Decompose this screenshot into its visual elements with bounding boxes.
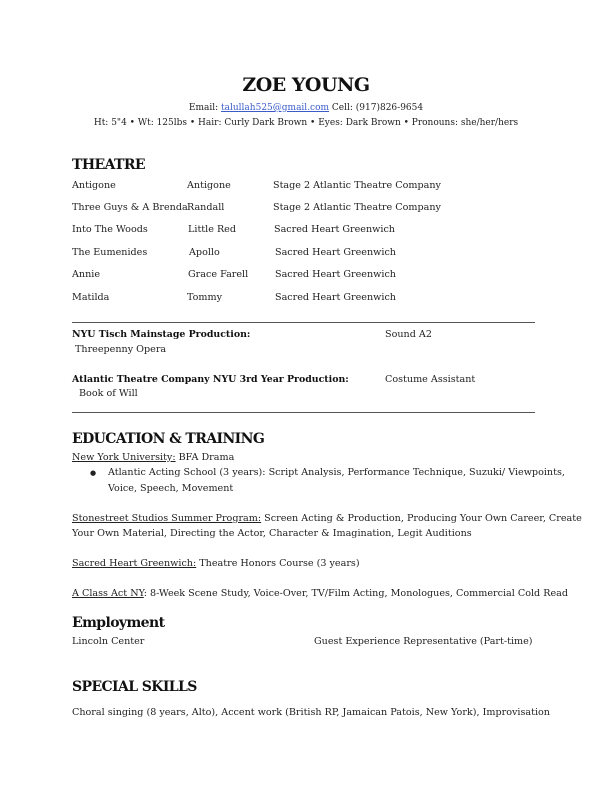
credit-role: Randall bbox=[187, 202, 225, 213]
email-link[interactable]: talullah525@gmail.com bbox=[221, 103, 330, 113]
credit-role: Little Red bbox=[188, 224, 236, 235]
nyu-entry bbox=[72, 452, 234, 463]
aclass-entry bbox=[72, 588, 568, 599]
sacred-heart-label: Sacred Heart Greenwich: bbox=[72, 558, 197, 569]
sacred-heart-entry bbox=[72, 558, 360, 569]
nyu-bullet-line: Atlantic Acting School (3 years): Script Analysis, Performance Technique, Suzuki/ Viewpoints, bbox=[108, 467, 565, 478]
credit-show: The Eumenides bbox=[72, 247, 148, 258]
credit-venue: Stage 2 Atlantic Theatre Company bbox=[273, 180, 441, 191]
credit-show: Matilda bbox=[72, 292, 110, 303]
production-position: Sound A2 bbox=[385, 329, 432, 340]
employment-heading: Employment bbox=[72, 615, 165, 631]
credit-show: Antigone bbox=[72, 180, 116, 191]
stonestreet-label: Stonestreet Studios Summer Program: bbox=[72, 513, 262, 524]
production-title: NYU Tisch Mainstage Production: bbox=[72, 329, 251, 340]
credit-venue: Sacred Heart Greenwich bbox=[275, 247, 396, 258]
cell-number: Cell: (917)826-9654 bbox=[331, 103, 424, 113]
employer: Lincoln Center bbox=[72, 636, 145, 647]
credit-show: Annie bbox=[72, 269, 101, 280]
aclass-value: : 8-Week Scene Study, Voice-Over, TV/Film Acting, Monologues, Commercial Cold Read bbox=[143, 588, 569, 599]
credit-venue: Sacred Heart Greenwich bbox=[274, 224, 395, 235]
physical-stats: Ht: 5"4 • Wt: 125lbs • Hair: Curly Dark Brown • Eyes: Dark Brown • Pronouns: she/her/hers bbox=[93, 118, 519, 128]
stonestreet-entry bbox=[72, 513, 582, 524]
divider bbox=[72, 322, 535, 323]
credit-venue: Stage 2 Atlantic Theatre Company bbox=[273, 202, 441, 213]
production-show: Threepenny Opera bbox=[75, 344, 167, 355]
nyu-bullet-line: Voice, Speech, Movement bbox=[108, 483, 234, 494]
production-position: Costume Assistant bbox=[385, 374, 476, 385]
stonestreet-value: Screen Acting & Production, Producing Your Own Career, Create bbox=[261, 513, 582, 524]
employment-position: Guest Experience Representative (Part-time) bbox=[314, 636, 533, 647]
nyu-value: BFA Drama bbox=[175, 452, 235, 463]
contact-line bbox=[0, 103, 612, 113]
credit-role: Apollo bbox=[189, 247, 220, 258]
resume-name: ZOE YOUNG bbox=[242, 74, 370, 96]
aclass-label: A Class Act NY bbox=[72, 588, 144, 599]
credit-venue: Sacred Heart Greenwich bbox=[275, 292, 396, 303]
credit-role: Grace Farell bbox=[188, 269, 249, 280]
credit-role: Antigone bbox=[187, 180, 231, 191]
sacred-heart-value: Theatre Honors Course (3 years) bbox=[196, 558, 360, 569]
theatre-heading: THEATRE bbox=[72, 157, 145, 173]
skills-text: Choral singing (8 years, Alto), Accent work (British RP, Jamaican Patois, New York), Improvisation bbox=[72, 707, 550, 718]
credit-show: Three Guys & A Brenda bbox=[72, 202, 188, 213]
stonestreet-line: Your Own Material, Directing the Actor, Character & Imagination, Legit Auditions bbox=[72, 528, 472, 539]
bullet-icon: ● bbox=[90, 469, 97, 477]
skills-heading: SPECIAL SKILLS bbox=[72, 679, 197, 695]
nyu-label: New York University: bbox=[72, 452, 176, 463]
email-label: Email: bbox=[188, 103, 219, 113]
education-heading: EDUCATION & TRAINING bbox=[72, 431, 265, 447]
credit-role: Tommy bbox=[187, 292, 223, 303]
credit-venue: Sacred Heart Greenwich bbox=[275, 269, 396, 280]
production-title: Atlantic Theatre Company NYU 3rd Year Production: bbox=[72, 374, 349, 385]
divider bbox=[72, 412, 535, 413]
production-show: Book of Will bbox=[79, 388, 138, 399]
credit-show: Into The Woods bbox=[72, 224, 148, 235]
